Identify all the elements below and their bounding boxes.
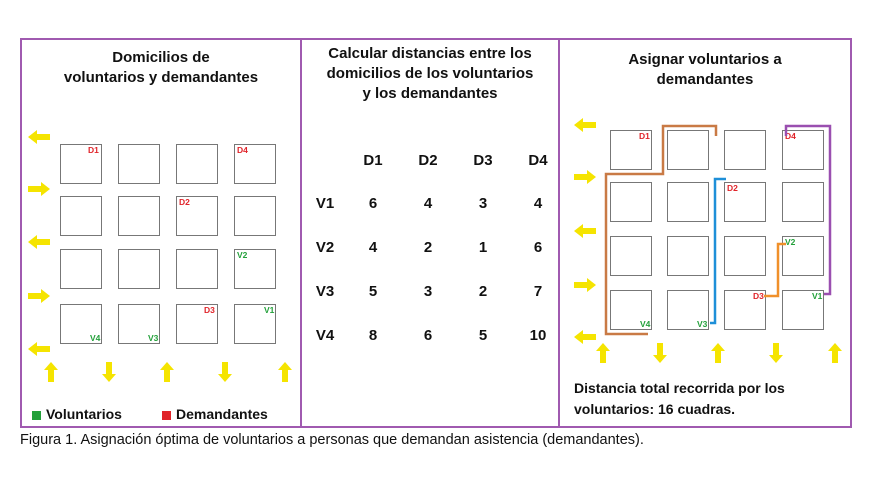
city-block <box>118 196 160 236</box>
legend-demanders: Demandantes <box>162 406 268 422</box>
demander-marker-d4: D4 <box>237 145 248 155</box>
table-cell: 3 <box>478 195 488 212</box>
green-square-icon <box>32 411 41 420</box>
volunteer-marker-v3: V3 <box>697 319 708 329</box>
table-cell: 2 <box>478 283 488 300</box>
arrow-up-icon <box>160 362 174 382</box>
route-v1-d4 <box>786 126 830 294</box>
arrow-down-icon <box>102 362 116 382</box>
route-v2-d3 <box>764 244 786 296</box>
assignment-routes <box>560 40 850 370</box>
volunteer-marker-v2: V2 <box>237 250 248 260</box>
arrow-up-icon <box>596 343 610 363</box>
arrow-up-icon <box>828 343 842 363</box>
demander-marker-d2: D2 <box>727 183 738 193</box>
table-cell: 6 <box>423 327 433 344</box>
panel-homes-title: Domicilios de voluntarios y demandantes <box>63 49 259 86</box>
column-header: D1 <box>363 152 383 169</box>
volunteer-marker-v1: V1 <box>812 291 823 301</box>
panel-distances <box>300 38 560 428</box>
city-block <box>118 304 160 344</box>
table-cell: 1 <box>478 239 488 256</box>
row-header: V4 <box>315 327 335 344</box>
volunteer-marker-v3: V3 <box>148 333 159 343</box>
city-block <box>176 249 218 289</box>
arrow-down-icon <box>653 343 667 363</box>
table-cell: 4 <box>533 195 543 212</box>
demander-marker-d1: D1 <box>88 145 99 155</box>
volunteer-marker-v4: V4 <box>640 319 651 329</box>
arrow-left-icon <box>574 330 596 344</box>
route-v3-d2 <box>710 179 726 323</box>
column-header: D3 <box>473 152 493 169</box>
table-cell: 2 <box>423 239 433 256</box>
table-cell: 3 <box>423 283 433 300</box>
arrow-right-icon <box>28 182 50 196</box>
table-cell: 6 <box>368 195 378 212</box>
city-block <box>234 144 276 184</box>
table-cell: 5 <box>368 283 378 300</box>
city-block <box>60 196 102 236</box>
arrow-left-icon <box>574 118 596 132</box>
demander-marker-d3: D3 <box>204 305 215 315</box>
row-header: V3 <box>315 283 335 300</box>
table-cell: 5 <box>478 327 488 344</box>
arrow-down-icon <box>769 343 783 363</box>
arrow-up-icon <box>711 343 725 363</box>
row-header: V1 <box>315 195 335 212</box>
volunteer-marker-v1: V1 <box>264 305 275 315</box>
arrow-left-icon <box>28 235 50 249</box>
column-header: D2 <box>418 152 438 169</box>
city-block <box>176 144 218 184</box>
table-cell: 4 <box>423 195 433 212</box>
city-block <box>118 249 160 289</box>
arrow-left-icon <box>28 130 50 144</box>
city-block <box>176 304 218 344</box>
table-cell: 7 <box>533 283 543 300</box>
city-block <box>234 249 276 289</box>
demander-marker-d4: D4 <box>785 131 796 141</box>
volunteer-marker-v4: V4 <box>90 333 101 343</box>
demander-marker-d2: D2 <box>179 197 190 207</box>
arrow-down-icon <box>218 362 232 382</box>
arrow-left-icon <box>574 224 596 238</box>
arrow-right-icon <box>28 289 50 303</box>
arrow-right-icon <box>574 278 596 292</box>
city-block <box>118 144 160 184</box>
table-cell: 8 <box>368 327 378 344</box>
demander-marker-d1: D1 <box>639 131 650 141</box>
volunteer-marker-v2: V2 <box>785 237 796 247</box>
city-block <box>234 304 276 344</box>
city-block <box>60 144 102 184</box>
arrow-up-icon <box>44 362 58 382</box>
panel-distances-title: Calcular distancias entre los domicilios de los voluntarios y los demandantes <box>326 45 534 102</box>
table-cell: 6 <box>533 239 543 256</box>
city-block <box>234 196 276 236</box>
red-square-icon <box>162 411 171 420</box>
column-header: D4 <box>528 152 548 169</box>
row-header: V2 <box>315 239 335 256</box>
table-cell: 4 <box>368 239 378 256</box>
table-cell: 10 <box>529 327 547 344</box>
figure-caption: Figura 1. Asignación óptima de voluntarios a personas que demandan asistencia (demandantes). <box>20 432 644 448</box>
arrow-right-icon <box>574 170 596 184</box>
panel-homes <box>20 38 302 428</box>
city-block <box>60 249 102 289</box>
panel-assignment <box>558 38 852 428</box>
city-block <box>60 304 102 344</box>
route-v4-d1 <box>606 126 716 334</box>
total-distance-text: Distancia total recorrida por los voluntarios: 16 cuadras. <box>574 380 785 417</box>
panel-assignment-title: Asignar voluntarios a demandantes <box>628 51 782 88</box>
arrow-left-icon <box>28 342 50 356</box>
city-block <box>176 196 218 236</box>
demander-marker-d3: D3 <box>753 291 764 301</box>
legend-volunteers: Voluntarios <box>32 406 122 422</box>
arrow-up-icon <box>278 362 292 382</box>
